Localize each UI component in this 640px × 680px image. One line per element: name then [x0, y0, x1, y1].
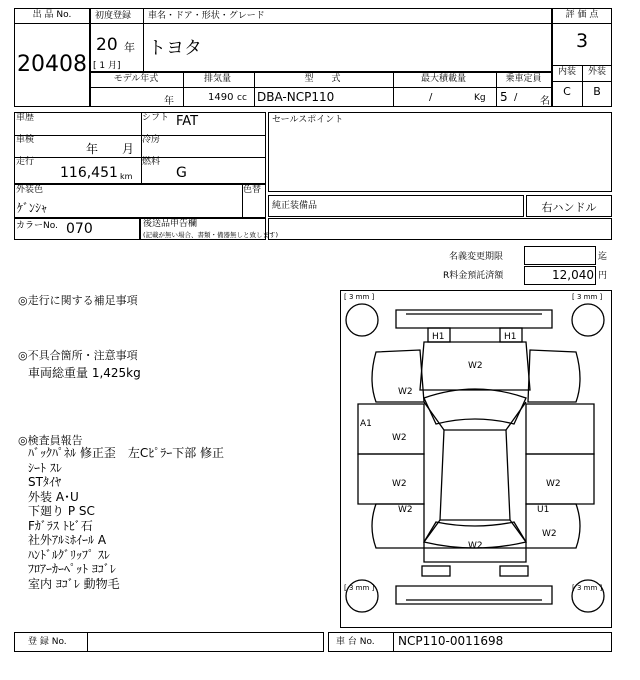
car-diagram: [340, 290, 612, 628]
history-label: 車歴: [16, 113, 35, 123]
mileage-unit: km: [120, 172, 133, 181]
door-left-rear: [358, 454, 424, 504]
mark-w2-right-rear-door: W2: [546, 479, 561, 489]
model-year-unit: 年: [164, 96, 174, 107]
mark-w2-left-rear-door: W2: [392, 479, 407, 489]
door-left-front: [358, 404, 424, 454]
chassis-no-label: 車 台 No.: [336, 637, 375, 647]
wheel-front-right-icon: [572, 304, 604, 336]
interior-label: 内装: [557, 67, 576, 77]
inspector-report: [28, 446, 224, 591]
mark-u1: U1: [537, 505, 550, 515]
inspection-year-unit: 年: [86, 142, 99, 156]
history-block: [14, 112, 266, 184]
chassis-no-value: NCP110-0011698: [398, 634, 504, 648]
recycle-amount: 12,040: [552, 268, 594, 282]
driving-notes-label: ◎走行に関する補足事項: [18, 294, 138, 307]
front-fender-right: [528, 350, 580, 402]
inspector-line: ｼｰﾄ ｽﾚ: [28, 460, 62, 475]
tread-front-right: [ 3 mm ]: [572, 293, 603, 301]
color-change-label: 色替: [243, 185, 262, 195]
tread-rear-right: [ 3 mm ]: [572, 584, 603, 592]
inspector-line: 室内 ﾖｺﾞﾚ 動物毛: [28, 576, 120, 591]
registration-no-label: 登 録 No.: [28, 637, 67, 647]
mark-w2-right-rear-fender: W2: [542, 529, 557, 539]
color-no-label: カラーNo.: [16, 221, 58, 231]
rating-value: 3: [575, 30, 589, 52]
inspector-label: ◎検査員報告: [18, 434, 83, 447]
model-code: DBA-NCP110: [257, 90, 335, 104]
sales-point-label: セールスポイント: [272, 115, 344, 125]
inspector-line: 外装 A･U: [28, 489, 79, 504]
lot-no: 20408: [17, 52, 87, 77]
vehicle-name-label: 車名・ドア・形状・グレード: [148, 11, 265, 21]
recycle-label: R料金預託済額: [443, 271, 504, 281]
tread-rear-left: [ 3 mm ]: [344, 584, 375, 592]
inspector-line: Fｶﾞﾗｽ ﾄﾋﾞ石: [28, 518, 93, 533]
docs-label: 後送品申告欄: [143, 219, 198, 229]
docs-note: (記載が無い場合、書類・備器無しと致します): [143, 231, 279, 239]
max-load-unit: Kg: [474, 93, 486, 103]
inspector-line: ﾊﾝﾄﾞﾙｸﾞﾘｯﾌﾟ ｽﾚ: [28, 547, 110, 562]
fuel-label: 燃料: [142, 157, 161, 167]
equipment-label: 純正装備品: [272, 201, 318, 211]
color-label: 外装色: [16, 185, 44, 195]
rating-label: 評 価 点: [565, 10, 599, 20]
first-reg-year: 20: [96, 35, 118, 55]
color-no-value: 070: [66, 221, 93, 237]
mileage-value: 116,451: [60, 165, 118, 181]
capacity-label: 乗車定員: [505, 74, 542, 84]
name-change-label: 名義変更期限: [449, 252, 504, 262]
windshield: [424, 389, 526, 424]
steering-value: 右ハンドル: [541, 201, 597, 214]
door-right-front: [526, 404, 594, 454]
lot-no-label: 出 品 No.: [32, 10, 72, 20]
defects-label: ◎不具合箇所・注意事項: [18, 349, 138, 362]
color-box: [14, 184, 266, 218]
interior-grade: C: [563, 85, 571, 98]
type-label: 型 式: [304, 74, 341, 84]
inspection-month-unit: 月: [122, 142, 135, 156]
inspector-line: 下廻り P SC: [28, 504, 95, 518]
inspector-line: ﾌﾛｱｰｶｰﾍﾟｯﾄ ﾖｺﾞﾚ: [28, 562, 116, 576]
mark-w2-left-front-fender: W2: [398, 387, 413, 397]
mark-h1-right: H1: [504, 332, 517, 342]
first-reg-month: [ 1 月]: [93, 61, 121, 71]
first-reg-year-unit: 年: [124, 41, 135, 54]
recycle-unit: 円: [598, 271, 608, 281]
inspector-line: STﾀｲﾔ: [28, 475, 61, 489]
inspector-line: 社外ｱﾙﾐﾎｲｰﾙ A: [28, 533, 107, 547]
rear-fender-right: [526, 504, 580, 548]
displacement-unit: cc: [237, 93, 247, 103]
first-reg-label: 初度登録: [95, 11, 132, 21]
shift-label: シフト: [142, 113, 170, 123]
max-load-label: 最大積載量: [420, 74, 466, 84]
vehicle-make: トヨタ: [148, 38, 202, 59]
wheel-front-left-icon: [346, 304, 378, 336]
mark-w2-front: W2: [468, 361, 483, 371]
name-change-unit: 迄: [598, 252, 608, 262]
front-bumper: [396, 310, 552, 328]
mark-h1-left: H1: [432, 332, 445, 342]
exterior-label: 外装: [587, 67, 606, 77]
inspector-line: ﾊﾞｯｸﾊﾟﾈﾙ 修正歪 左Cﾋﾟﾗｰ下部 修正: [28, 446, 225, 460]
roof: [440, 430, 510, 520]
name-change-field: [524, 246, 596, 265]
capacity-sep: /: [514, 92, 518, 103]
capacity-unit: 名: [540, 96, 550, 107]
model-year-label: モデル年式: [113, 74, 159, 84]
exterior-grade: B: [593, 85, 601, 98]
mark-w2-rear: W2: [468, 541, 483, 551]
ac-label: 冷房: [142, 135, 161, 145]
mark-a1: A1: [360, 419, 372, 429]
tread-front-left: [ 3 mm ]: [344, 293, 375, 301]
mileage-label: 走行: [16, 157, 35, 167]
mark-w2-left-rear-fender: W2: [398, 505, 413, 515]
rear-bumper: [396, 586, 552, 604]
shift-value: FAT: [176, 114, 199, 129]
capacity-value: 5: [500, 90, 508, 104]
defects-text: 車両総重量 1,425kg: [28, 366, 141, 380]
displacement-value: 1490: [208, 92, 234, 103]
docs-box-right: [268, 218, 612, 240]
tail-lamp-left: [422, 566, 450, 576]
max-load-sep: /: [429, 92, 433, 103]
color-value: ｹﾞﾝｼｬ: [17, 201, 48, 215]
inspection-label: 車検: [16, 135, 35, 145]
fuel-value: G: [176, 165, 187, 181]
mark-w2-left-front-door: W2: [392, 433, 407, 443]
tail-lamp-right: [500, 566, 528, 576]
displacement-label: 排気量: [203, 74, 231, 84]
